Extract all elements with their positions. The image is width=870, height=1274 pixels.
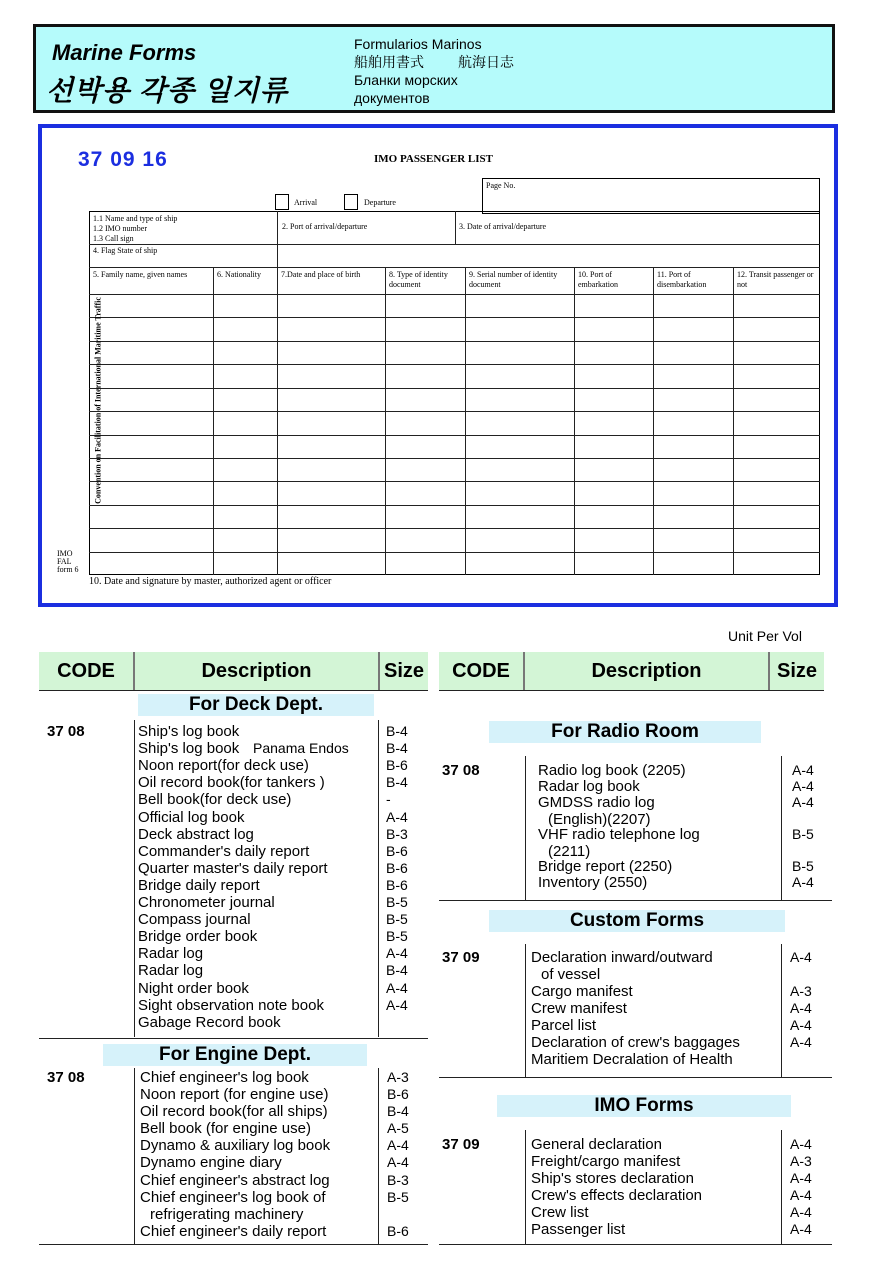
item-description: Chief engineer's log book of bbox=[140, 1189, 326, 1206]
item-size: A-4 bbox=[386, 945, 408, 961]
item-size: B-5 bbox=[792, 858, 814, 874]
col-id-type: 8. Type of identity document bbox=[389, 270, 448, 289]
signature-line: 10. Date and signature by master, authorized agent or officer bbox=[89, 576, 332, 587]
item-description: Chief engineer's abstract log bbox=[140, 1172, 330, 1189]
engine-section-title: For Engine Dept. bbox=[103, 1044, 367, 1066]
item-size: B-5 bbox=[386, 894, 408, 910]
form-id-1: IMO bbox=[57, 549, 73, 558]
item-size: A-3 bbox=[790, 983, 812, 999]
item-size: B-6 bbox=[387, 1223, 409, 1239]
item-description: Chief engineer's daily report bbox=[140, 1223, 327, 1240]
item-size: B-5 bbox=[387, 1189, 409, 1205]
item-description-extra: Panama Endos bbox=[253, 740, 349, 756]
item-description: Commander's daily report bbox=[138, 843, 310, 860]
grid-row-line bbox=[89, 528, 820, 529]
header-banner bbox=[33, 24, 835, 113]
grid-row-line bbox=[89, 435, 820, 436]
title-russian-2: документов bbox=[354, 90, 430, 106]
item-description: Chronometer journal bbox=[138, 894, 275, 911]
item-size: B-4 bbox=[387, 1103, 409, 1119]
item-size: B-4 bbox=[386, 740, 408, 756]
field-ship-name: 1.1 Name and type of ship bbox=[93, 214, 178, 223]
code-prefix: 37 08 bbox=[442, 762, 480, 779]
form-id-2: FAL bbox=[57, 557, 72, 566]
arrival-label: Arrival bbox=[294, 198, 318, 207]
grid-row-line bbox=[89, 341, 820, 342]
item-size: A-4 bbox=[387, 1154, 409, 1170]
title-translations bbox=[354, 35, 514, 107]
grid-row-line bbox=[89, 481, 820, 482]
sample-title: IMO PASSENGER LIST bbox=[374, 153, 493, 165]
field-imo-number: 1.2 IMO number bbox=[93, 224, 147, 233]
item-description: GMDSS radio log bbox=[538, 794, 655, 811]
item-description: Chief engineer's log book bbox=[140, 1069, 309, 1086]
left-header-size: Size bbox=[380, 652, 428, 690]
grid-row-line bbox=[89, 411, 820, 412]
item-size: B-6 bbox=[386, 860, 408, 876]
item-description: General declaration bbox=[531, 1136, 662, 1153]
item-size: B-6 bbox=[386, 757, 408, 773]
item-size: A-4 bbox=[790, 1204, 812, 1220]
item-size: B-4 bbox=[386, 774, 408, 790]
item-description: Oil record book(for all ships) bbox=[140, 1103, 328, 1120]
custom-section-title: Custom Forms bbox=[489, 910, 785, 932]
item-description-line2: (2211) bbox=[548, 843, 591, 860]
item-description: Inventory (2550) bbox=[538, 874, 648, 891]
title-english: Marine Forms bbox=[52, 40, 197, 65]
left-header-desc: Description bbox=[135, 652, 380, 690]
field-call-sign: 1.3 Call sign bbox=[93, 234, 134, 243]
item-size: B-4 bbox=[386, 962, 408, 978]
col-disembark: 11. Port of disembarkation bbox=[657, 270, 707, 289]
item-description: Dynamo engine diary bbox=[140, 1154, 282, 1171]
page-no-label: Page No. bbox=[486, 181, 516, 190]
item-description: Freight/cargo manifest bbox=[531, 1153, 681, 1170]
item-size: A-3 bbox=[387, 1069, 409, 1085]
col-embark: 10. Port of embarkation bbox=[578, 270, 618, 289]
item-size: A-4 bbox=[790, 1221, 812, 1237]
field-flag-state: 4. Flag State of ship bbox=[93, 246, 158, 255]
item-description: Oil record book(for tankers ) bbox=[138, 774, 325, 791]
item-description: Bridge daily report bbox=[138, 877, 260, 894]
item-description: Crew manifest bbox=[531, 1000, 627, 1017]
item-size: A-4 bbox=[792, 794, 814, 810]
right-header-size: Size bbox=[770, 652, 824, 690]
item-description: Ship's stores declaration bbox=[531, 1170, 694, 1187]
code-prefix: 37 09 bbox=[442, 949, 480, 966]
col-serial: 9. Serial number of identity document bbox=[469, 270, 558, 289]
item-size: A-4 bbox=[792, 874, 814, 890]
unit-note: Unit Per Vol bbox=[728, 628, 802, 644]
item-size: A-4 bbox=[792, 762, 814, 778]
item-size: A-4 bbox=[790, 1136, 812, 1152]
item-size: B-5 bbox=[792, 826, 814, 842]
item-description: Declaration of crew's baggages bbox=[531, 1034, 740, 1051]
item-description: Gabage Record book bbox=[138, 1014, 281, 1031]
item-size: A-4 bbox=[386, 809, 408, 825]
departure-checkbox bbox=[344, 194, 358, 210]
item-size: A-4 bbox=[790, 1000, 812, 1016]
item-description: Dynamo & auxiliary log book bbox=[140, 1137, 331, 1154]
title-spanish: Formularios Marinos bbox=[354, 36, 482, 52]
item-size: B-5 bbox=[386, 928, 408, 944]
item-description: Deck abstract log bbox=[138, 826, 254, 843]
title-chinese-1: 船舶用書式 bbox=[354, 54, 424, 70]
item-size: B-3 bbox=[386, 826, 408, 842]
col-birth: 7.Date and place of birth bbox=[281, 270, 361, 279]
radio-section-title: For Radio Room bbox=[489, 721, 761, 743]
item-size: A-4 bbox=[792, 778, 814, 794]
item-size: A-5 bbox=[387, 1120, 409, 1136]
item-description: Radar log book bbox=[538, 778, 640, 795]
item-description: Sight observation note book bbox=[138, 997, 324, 1014]
item-description: Passenger list bbox=[531, 1221, 626, 1238]
code-prefix: 37 08 bbox=[47, 723, 85, 740]
item-description: Radio log book (2205) bbox=[538, 762, 686, 779]
item-description: Radar log bbox=[138, 962, 204, 979]
item-description: Night order book bbox=[138, 980, 249, 997]
item-description: Quarter master's daily report bbox=[138, 860, 328, 877]
grid-row-line bbox=[89, 364, 820, 365]
item-description-line2: of vessel bbox=[541, 966, 601, 983]
form-id-3: form 6 bbox=[57, 565, 79, 574]
item-description: VHF radio telephone log bbox=[538, 826, 700, 843]
item-description: Bridge order book bbox=[138, 928, 258, 945]
sample-code: 37 09 16 bbox=[78, 148, 168, 171]
item-size: A-4 bbox=[386, 997, 408, 1013]
side-caption: Convention on Facilitation of International Maritime Traffic bbox=[93, 297, 103, 504]
code-prefix: 37 08 bbox=[47, 1069, 85, 1086]
col-family-name: 5. Family name, given names bbox=[93, 270, 188, 279]
title-korean: 선박용 각종 일지류 bbox=[46, 75, 288, 106]
item-description: Noon report (for engine use) bbox=[140, 1086, 329, 1103]
passenger-list-sample bbox=[38, 124, 838, 607]
item-size: B-6 bbox=[386, 843, 408, 859]
item-description: Declaration inward/outward bbox=[531, 949, 713, 966]
field-date: 3. Date of arrival/departure bbox=[459, 222, 547, 231]
item-description: Radar log bbox=[138, 945, 204, 962]
item-description: Bridge report (2250) bbox=[538, 858, 673, 875]
code-prefix: 37 09 bbox=[442, 1136, 480, 1153]
item-size: B-3 bbox=[387, 1172, 409, 1188]
item-description: Bell book(for deck use) bbox=[138, 791, 292, 808]
item-description-line2: (English)(2207) bbox=[548, 811, 651, 828]
item-description-line2: refrigerating machinery bbox=[150, 1206, 304, 1223]
title-russian-1: Бланки морских bbox=[354, 72, 458, 88]
item-size: A-4 bbox=[790, 1017, 812, 1033]
item-size: - bbox=[386, 791, 391, 807]
item-size: A-4 bbox=[386, 980, 408, 996]
item-size: A-4 bbox=[790, 1034, 812, 1050]
arrival-checkbox bbox=[275, 194, 289, 210]
grid-row-line bbox=[89, 505, 820, 506]
item-description: Ship's log book bbox=[138, 723, 240, 740]
item-description: Cargo manifest bbox=[531, 983, 633, 1000]
item-size: A-4 bbox=[387, 1137, 409, 1153]
item-description: Crew's effects declaration bbox=[531, 1187, 702, 1204]
title-chinese-2: 航海日志 bbox=[458, 54, 514, 70]
field-port: 2. Port of arrival/departure bbox=[282, 222, 368, 231]
item-size: A-4 bbox=[790, 1170, 812, 1186]
item-description: Maritiem Decralation of Health bbox=[531, 1051, 733, 1068]
left-header-code: CODE bbox=[39, 652, 135, 690]
col-nationality: 6. Nationality bbox=[217, 270, 261, 279]
departure-label: Departure bbox=[364, 198, 396, 207]
page-no-box bbox=[482, 178, 820, 214]
item-description: Parcel list bbox=[531, 1017, 597, 1034]
form-grid bbox=[89, 211, 820, 575]
item-description: Official log book bbox=[138, 809, 245, 826]
right-header-desc: Description bbox=[525, 652, 770, 690]
grid-row-line bbox=[89, 458, 820, 459]
grid-row-line bbox=[89, 388, 820, 389]
item-description: Compass journal bbox=[138, 911, 251, 928]
grid-row-line bbox=[89, 317, 820, 318]
imo-section-title: IMO Forms bbox=[497, 1095, 791, 1117]
item-size: A-3 bbox=[790, 1153, 812, 1169]
item-description: Crew list bbox=[531, 1204, 589, 1221]
item-size: B-6 bbox=[387, 1086, 409, 1102]
item-size: A-4 bbox=[790, 1187, 812, 1203]
item-description: Noon report(for deck use) bbox=[138, 757, 309, 774]
item-size: A-4 bbox=[790, 949, 812, 965]
item-description: Bell book (for engine use) bbox=[140, 1120, 311, 1137]
deck-section-title: For Deck Dept. bbox=[138, 694, 374, 716]
item-description: Ship's log book bbox=[138, 740, 240, 757]
item-size: B-4 bbox=[386, 723, 408, 739]
grid-row-line bbox=[89, 552, 820, 553]
item-size: B-5 bbox=[386, 911, 408, 927]
col-transit: 12. Transit passenger or not bbox=[737, 270, 814, 289]
item-size: B-6 bbox=[386, 877, 408, 893]
right-header-code: CODE bbox=[439, 652, 525, 690]
